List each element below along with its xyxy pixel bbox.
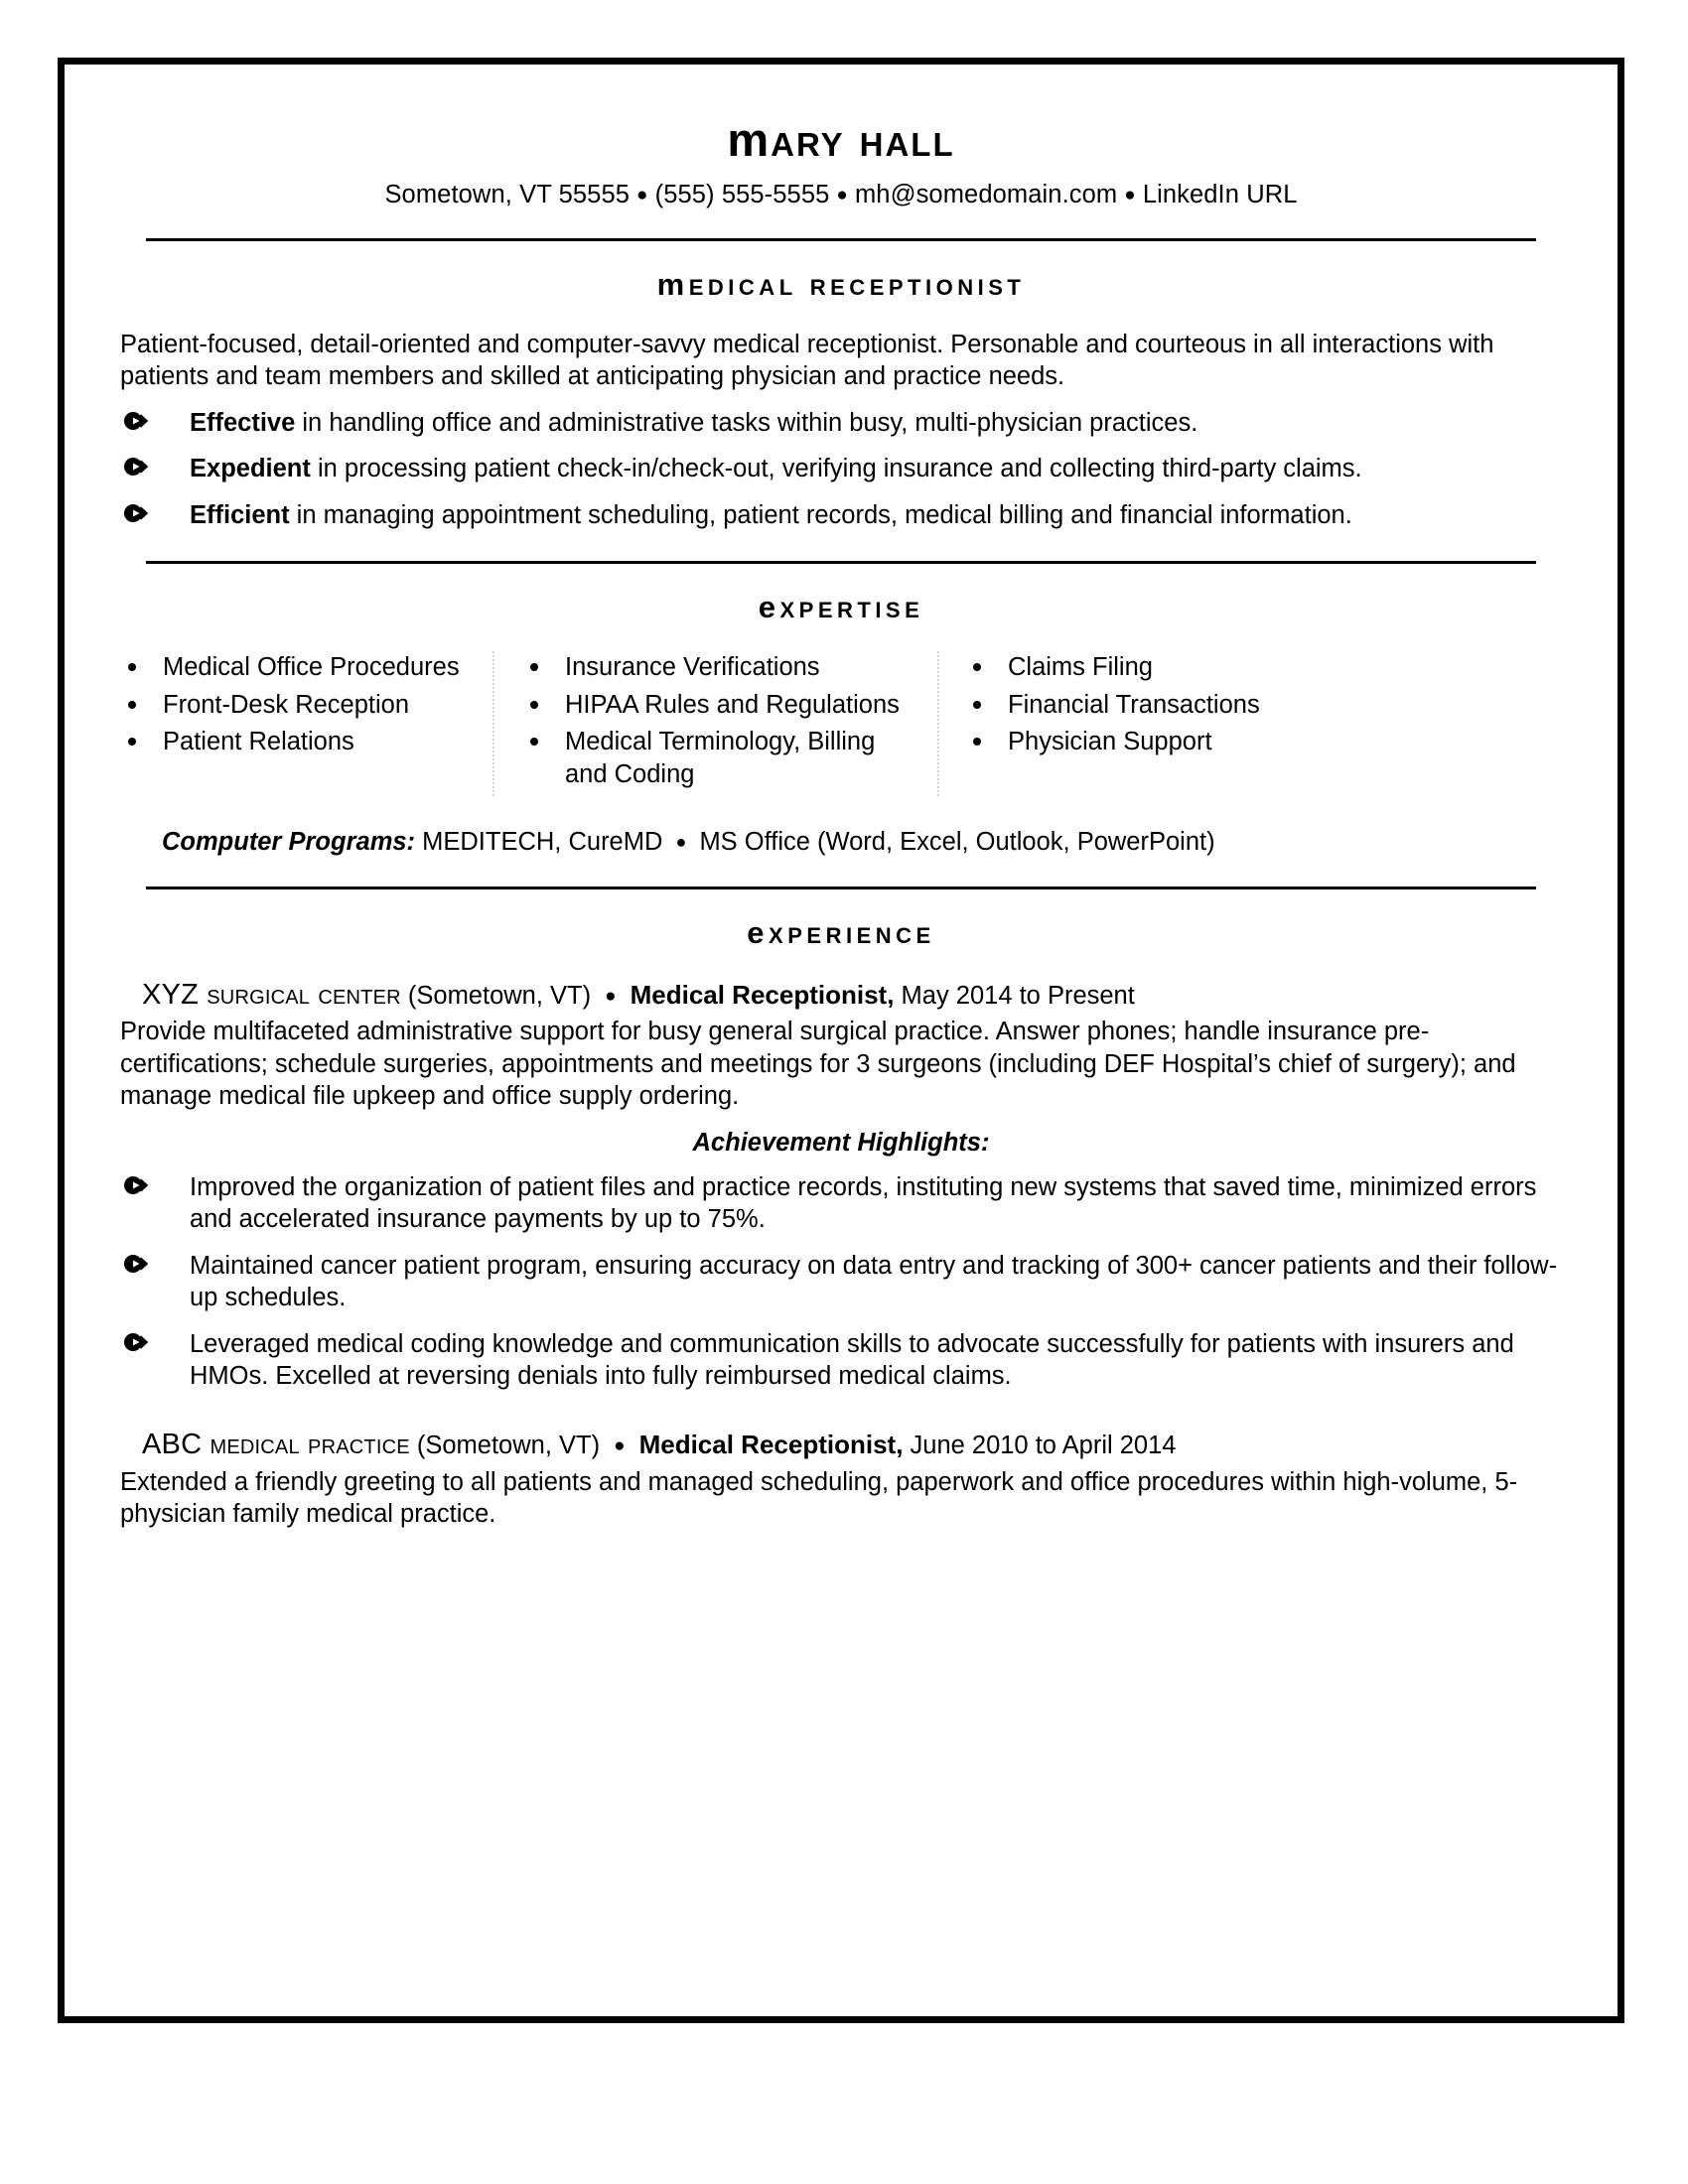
job-dates: June 2010 to April 2014	[903, 1431, 1177, 1459]
expertise-list-3	[965, 651, 1372, 758]
divider-expertise	[146, 561, 1536, 564]
expertise-list-2	[522, 651, 923, 791]
achievement-list	[120, 1171, 1562, 1393]
job-dates: May 2014 to Present	[894, 981, 1135, 1010]
achievement-highlights-title: Achievement Highlights:	[692, 1128, 990, 1157]
job-location: (Sometown, VT)	[409, 1431, 601, 1459]
circle-arrow-bullet-icon	[122, 500, 148, 526]
job-role: Medical Receptionist,	[638, 1429, 904, 1459]
computer-programs-part1: MEDITECH, CureMD	[415, 827, 670, 856]
job-description: Extended a friendly greeting to all patients and managed scheduling, paperwork and office procedures within high-volume, 5-physician family medical practice.	[120, 1467, 1518, 1529]
job-header	[142, 977, 1562, 1015]
expertise-columns	[120, 651, 1562, 796]
expertise-item: Medical Office Procedures	[163, 653, 460, 682]
dot-bullet-icon	[530, 701, 538, 709]
expertise-item: Medical Terminology, Billing and Coding	[565, 728, 876, 788]
expertise-item: Claims Filing	[1008, 653, 1153, 682]
job-role: Medical Receptionist,	[630, 979, 895, 1010]
expertise-item: Physician Support	[1008, 728, 1212, 756]
job-header	[142, 1427, 1562, 1464]
expertise-item: Financial Transactions	[1008, 690, 1260, 719]
computer-programs-line	[162, 826, 1562, 859]
expertise-item: Front-Desk Reception	[163, 690, 410, 719]
dot-bullet-icon	[128, 738, 136, 746]
list-item	[522, 726, 923, 790]
circle-arrow-bullet-icon	[122, 1329, 148, 1355]
dot-bullet-icon	[530, 663, 538, 671]
list-item	[522, 651, 923, 684]
resume-content	[65, 65, 1618, 2016]
dot-bullet-icon	[973, 738, 981, 746]
job-organization: ABC medical practice	[142, 1428, 410, 1460]
page-title: medical receptionist	[656, 266, 1026, 302]
dot-bullet-icon	[530, 738, 538, 746]
experience-entry	[120, 977, 1562, 1393]
contact-separator-icon: ●	[636, 185, 648, 206]
bullet-lead: Effective	[190, 408, 296, 437]
list-item	[965, 689, 1372, 722]
programs-separator-icon: ●	[675, 831, 687, 852]
resume-page	[58, 58, 1624, 2023]
summary-paragraph: Patient-focused, detail-oriented and computer-savvy medical receptionist. Personable and courteous in all interactions with patients and team members and skilled at anticipating physician and practice needs.	[120, 330, 1494, 391]
section-heading-experience: experience	[747, 914, 935, 950]
achievement-text: Improved the organization of patient files and practice records, instituting new systems that saved time, minimized errors and accelerated insurance payments by up to 75%.	[190, 1172, 1537, 1234]
computer-programs-part2: MS Office (Word, Excel, Outlook, PowerPoint)	[692, 827, 1215, 856]
contact-line	[120, 179, 1562, 211]
list-item	[965, 651, 1372, 684]
list-item	[120, 1171, 1562, 1236]
dot-bullet-icon	[128, 663, 136, 671]
dot-bullet-icon	[973, 663, 981, 671]
list-item	[522, 689, 923, 722]
list-item	[120, 407, 1562, 440]
list-item	[965, 726, 1372, 758]
dot-bullet-icon	[973, 701, 981, 709]
summary-bullet-list	[120, 407, 1562, 532]
job-separator-icon: ●	[614, 1434, 626, 1456]
job-organization: XYZ surgical center	[142, 978, 401, 1011]
circle-arrow-bullet-icon	[122, 1251, 148, 1277]
expertise-item: HIPAA Rules and Regulations	[565, 690, 900, 719]
bullet-text: in handling office and administrative tasks within busy, multi-physician practices.	[295, 408, 1198, 437]
expertise-column-3	[937, 651, 1372, 796]
expertise-list-1	[120, 651, 477, 758]
list-item	[120, 1328, 1562, 1393]
job-separator-icon: ●	[605, 985, 617, 1007]
job-location: (Sometown, VT)	[400, 981, 592, 1010]
bullet-lead: Expedient	[190, 455, 311, 483]
job-description: Provide multifaceted administrative support for busy general surgical practice. Answer phones; handle insurance pre-certifications; schedule surgeries, appointments and meetings for 3 surgeons (including DEF Hospital’s chief of surgery); and manage medical file upkeep and office supply ordering.	[120, 1018, 1516, 1111]
list-item	[120, 651, 477, 684]
bullet-text: in managing appointment scheduling, patient records, medical billing and financial information.	[289, 500, 1352, 529]
dot-bullet-icon	[128, 701, 136, 709]
divider-header	[146, 238, 1536, 241]
list-item	[120, 1250, 1562, 1314]
experience-entry	[120, 1427, 1562, 1531]
contact-separator-icon: ●	[1124, 185, 1136, 206]
computer-programs-label: Computer Programs:	[162, 827, 416, 856]
contact-location: Sometown, VT 55555	[384, 181, 631, 209]
achievement-text: Leveraged medical coding knowledge and communication skills to advocate successfully for patients with insurers and HMOs. Excelled at reversing denials into fully reimbursed medical claims.	[190, 1329, 1514, 1391]
list-item	[120, 689, 477, 722]
circle-arrow-bullet-icon	[122, 454, 148, 479]
expertise-column-2	[492, 651, 937, 796]
divider-experience	[146, 887, 1536, 889]
contact-linkedin[interactable]: LinkedIn URL	[1142, 181, 1298, 209]
expertise-column-1	[120, 651, 492, 796]
expertise-item: Insurance Verifications	[565, 653, 820, 682]
list-item	[120, 726, 477, 758]
circle-arrow-bullet-icon	[122, 1172, 148, 1198]
section-heading-expertise: expertise	[758, 590, 924, 625]
expertise-item: Patient Relations	[163, 728, 354, 756]
contact-email[interactable]: mh@somedomain.com	[854, 181, 1118, 209]
list-item	[120, 499, 1562, 532]
circle-arrow-bullet-icon	[122, 408, 148, 434]
contact-separator-icon: ●	[836, 185, 848, 206]
achievement-text: Maintained cancer patient program, ensuring accuracy on data entry and tracking of 300+ cancer patients and their follow-up schedules.	[190, 1251, 1558, 1312]
contact-phone: (555) 555-5555	[654, 181, 830, 209]
list-item	[120, 453, 1562, 485]
candidate-name: mary hall	[727, 113, 955, 166]
bullet-lead: Efficient	[190, 500, 290, 529]
bullet-text: in processing patient check-in/check-out, verifying insurance and collecting third-party claims.	[310, 455, 1362, 483]
